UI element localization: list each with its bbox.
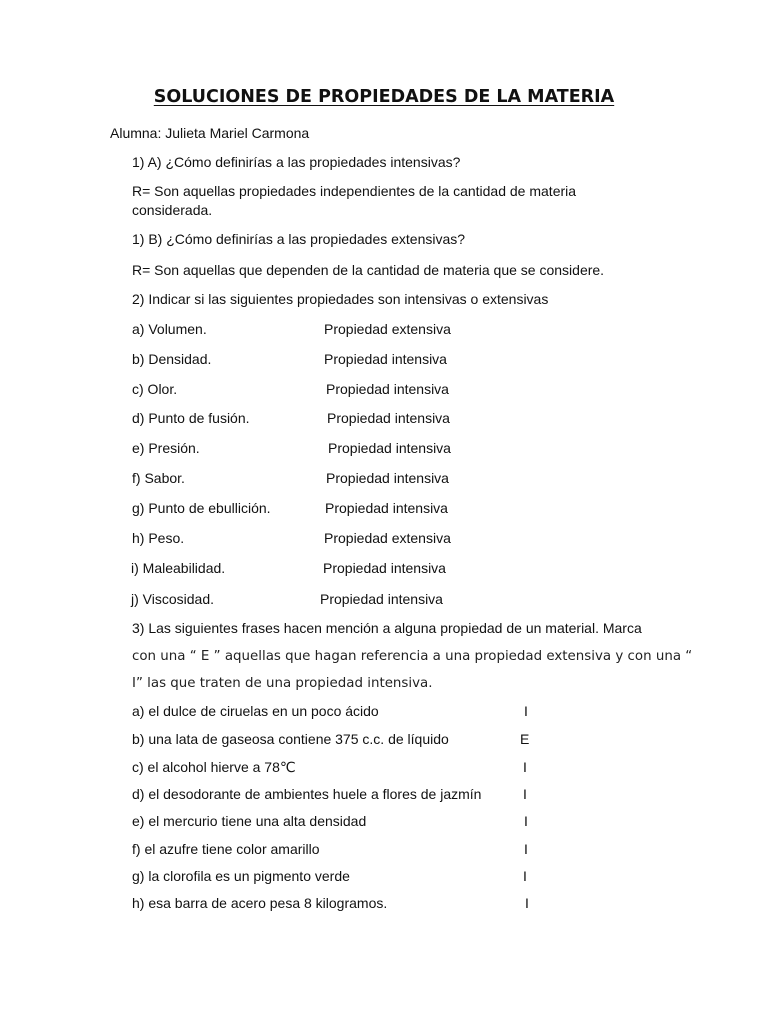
q2-item-label: c) Olor. bbox=[132, 381, 178, 397]
q2-item-answer: Propiedad intensiva bbox=[320, 591, 443, 607]
question-1b: 1) B) ¿Cómo definirías a las propiedades extensivas? bbox=[132, 231, 466, 247]
q3-item-answer: E bbox=[520, 731, 530, 747]
answer-1a-line1: R= Son aquellas propiedades independientes de la cantidad de materia bbox=[132, 183, 577, 199]
q2-item-label: b) Densidad. bbox=[132, 351, 212, 367]
q3-item-label: d) el desodorante de ambientes huele a flores de jazmín bbox=[132, 786, 482, 802]
answer-1a-line2: considerada. bbox=[132, 202, 213, 218]
question-1a: 1) A) ¿Cómo definirías a las propiedades intensivas? bbox=[132, 154, 461, 170]
q3-item-answer: I bbox=[524, 813, 528, 829]
answer-1b: R= Son aquellas que dependen de la cantidad de materia que se considere. bbox=[132, 262, 605, 278]
q2-item-answer: Propiedad intensiva bbox=[326, 381, 449, 397]
q2-item-answer: Propiedad extensiva bbox=[324, 530, 451, 546]
q3-item-answer: I bbox=[523, 786, 527, 802]
question-3-line1: 3) Las siguientes frases hacen mención a alguna propiedad de un material. Marca bbox=[132, 620, 642, 636]
q2-item-answer: Propiedad intensiva bbox=[326, 470, 449, 486]
q3-item-label: b) una lata de gaseosa contiene 375 c.c. de líquido bbox=[132, 731, 449, 747]
q2-item-answer: Propiedad intensiva bbox=[327, 410, 450, 426]
q3-item-label: c) el alcohol hierve a 78℃ bbox=[132, 759, 296, 775]
q2-item-answer: Propiedad extensiva bbox=[324, 321, 451, 337]
q3-item-label: e) el mercurio tiene una alta densidad bbox=[132, 813, 367, 829]
q3-item-label: g) la clorofila es un pigmento verde bbox=[132, 868, 350, 884]
document-title: SOLUCIONES DE PROPIEDADES DE LA MATERIA bbox=[153, 87, 615, 107]
q3-item-label: h) esa barra de acero pesa 8 kilogramos. bbox=[132, 895, 388, 911]
question-3-line2: con una “ E ” aquellas que hagan referencia a una propiedad extensiva y con una “ bbox=[132, 649, 693, 664]
q2-item-answer: Propiedad intensiva bbox=[325, 500, 448, 516]
q3-item-label: a) el dulce de ciruelas en un poco ácido bbox=[132, 703, 379, 719]
q3-item-answer: I bbox=[525, 895, 529, 911]
q2-item-answer: Propiedad intensiva bbox=[324, 351, 447, 367]
q2-item-label: g) Punto de ebullición. bbox=[132, 500, 271, 516]
student-name: Alumna: Julieta Mariel Carmona bbox=[110, 125, 310, 141]
q2-item-label: j) Viscosidad. bbox=[131, 591, 215, 607]
q2-item-label: i) Maleabilidad. bbox=[131, 560, 226, 576]
q3-item-answer: I bbox=[523, 759, 527, 775]
q2-item-label: e) Presión. bbox=[132, 440, 200, 456]
q3-item-label: f) el azufre tiene color amarillo bbox=[132, 841, 320, 857]
question-3-line3: I” las que traten de una propiedad intensiva. bbox=[132, 676, 433, 691]
q2-item-label: d) Punto de fusión. bbox=[132, 410, 250, 426]
q3-item-answer: I bbox=[523, 868, 527, 884]
q2-item-answer: Propiedad intensiva bbox=[323, 560, 446, 576]
q2-item-label: a) Volumen. bbox=[132, 321, 207, 337]
q2-item-label: f) Sabor. bbox=[132, 470, 185, 486]
q2-item-label: h) Peso. bbox=[132, 530, 185, 546]
q2-item-answer: Propiedad intensiva bbox=[328, 440, 451, 456]
question-2: 2) Indicar si las siguientes propiedades son intensivas o extensivas bbox=[132, 291, 549, 307]
q3-item-answer: I bbox=[524, 841, 528, 857]
q3-item-answer: I bbox=[524, 703, 528, 719]
